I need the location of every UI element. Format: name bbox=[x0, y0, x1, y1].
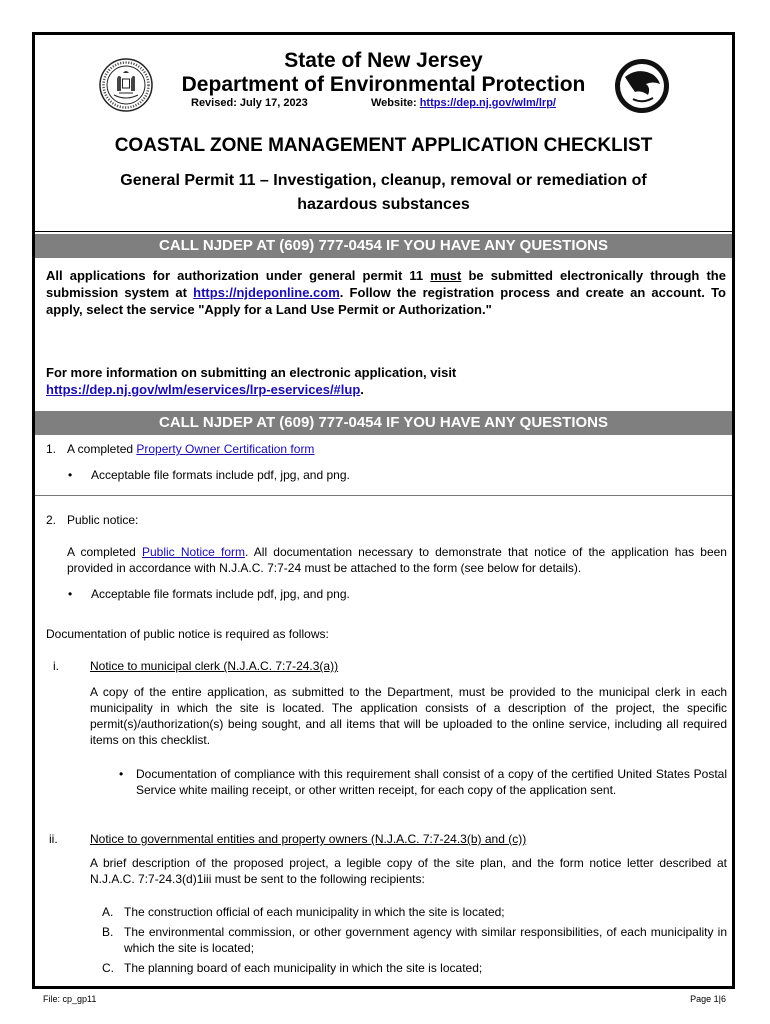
recipient-a-text: The construction official of each municipality in which the site is located; bbox=[124, 905, 505, 919]
item-1-number: 1. bbox=[46, 442, 57, 456]
recipient-c-text: The planning board of each municipality in which the site is located; bbox=[124, 961, 483, 975]
website-line bbox=[371, 97, 556, 109]
website-label: Website: bbox=[371, 97, 420, 109]
notice-i-number: i. bbox=[53, 659, 59, 673]
recipient-b-letter: B. bbox=[102, 925, 114, 939]
item-2-bullet-text: Acceptable file formats include pdf, jpg, and png. bbox=[91, 587, 350, 601]
footer-page-number: Page 1|6 bbox=[690, 994, 726, 1004]
section-divider bbox=[35, 495, 732, 496]
intro-text-3: . Follow the registration process and create an account. To apply, select the service "Apply for a Land Use Permit or Authorization." bbox=[46, 285, 726, 317]
intro-text-1: All applications for authorization under general permit 11 bbox=[46, 268, 431, 283]
item-2-number: 2. bbox=[46, 513, 57, 527]
subtitle-line-2: hazardous substances bbox=[297, 196, 470, 213]
property-owner-certification-link[interactable]: Property Owner Certification form bbox=[136, 442, 315, 456]
info-link-line bbox=[46, 381, 726, 398]
notice-ii-title bbox=[90, 831, 526, 847]
info-end: . bbox=[360, 382, 364, 397]
info-text: For more information on submitting an electronic application, visit bbox=[46, 365, 457, 380]
state-name: State of New Jersey bbox=[284, 49, 483, 72]
njdeponline-link[interactable]: https://njdeponline.com bbox=[193, 285, 340, 300]
item-1-prefix: A completed bbox=[67, 442, 137, 456]
intro-text-2: be submitted electronically through the submission system at bbox=[46, 268, 726, 300]
bullet-icon: • bbox=[68, 468, 73, 482]
checklist-title: COASTAL ZONE MANAGEMENT APPLICATION CHECKLIST bbox=[114, 135, 653, 156]
notice-ii-body: A brief description of the proposed project, a legible copy of the site plan, and the form notice letter described at N.J.A.C. 7:7-24.3(d)1iii must be sent to the following recipients: bbox=[90, 856, 727, 886]
document-header bbox=[35, 35, 732, 145]
item-2-description bbox=[67, 544, 727, 576]
notice-i-title bbox=[90, 658, 338, 674]
item-1-text bbox=[67, 441, 314, 457]
department-name: Department of Environmental Protection bbox=[181, 73, 586, 96]
notice-i-title-text: Notice to municipal clerk (N.J.A.C. 7:7-24.3(a)) bbox=[90, 659, 339, 673]
item-2-rest: . All documentation necessary to demonstrate that notice of the application has been provided in accordance with N.J.A.C. 7:7-24 must be attached to the form (see below for details). bbox=[67, 545, 727, 575]
bullet-icon: • bbox=[68, 587, 73, 601]
call-banner-bottom: CALL NJDEP AT (609) 777-0454 IF YOU HAVE ANY QUESTIONS bbox=[35, 411, 732, 435]
recipient-b-text: The environmental commission, or other government agency with similar responsibilities, of each municipality in which the site is located; bbox=[124, 925, 727, 955]
recipient-c-letter: C. bbox=[102, 961, 114, 975]
intro-must: must bbox=[430, 268, 462, 283]
recipient-a-letter: A. bbox=[102, 905, 114, 919]
eservices-link[interactable]: https://dep.nj.gov/wlm/eservices/lrp-eservices/#lup bbox=[46, 382, 361, 397]
subtitle-line-1: General Permit 11 – Investigation, cleanup, removal or remediation of bbox=[120, 172, 647, 189]
info-paragraph bbox=[46, 364, 726, 398]
intro-paragraph bbox=[46, 267, 726, 318]
website-link[interactable]: https://dep.nj.gov/wlm/lrp/ bbox=[419, 97, 556, 109]
item-2-prefix: A completed bbox=[67, 545, 142, 559]
document-frame bbox=[32, 32, 735, 989]
notice-i-bullet-text: Documentation of compliance with this requirement shall consist of a copy of the certified United States Postal Service white mailing receipt, or other written receipt, for each copy of the application sent. bbox=[136, 767, 727, 797]
documentation-heading: Documentation of public notice is required as follows: bbox=[46, 627, 329, 641]
njdep-logo-icon bbox=[613, 57, 671, 115]
item-1-bullet-text: Acceptable file formats include pdf, jpg, and png. bbox=[91, 468, 350, 482]
header-divider bbox=[35, 231, 732, 232]
bullet-icon: • bbox=[119, 767, 124, 781]
public-notice-form-link[interactable]: Public Notice form bbox=[142, 545, 245, 559]
checklist-subtitle bbox=[35, 169, 732, 217]
notice-ii-number: ii. bbox=[49, 832, 58, 846]
item-2-label: Public notice: bbox=[67, 513, 139, 527]
footer-file-name: File: cp_gp11 bbox=[43, 994, 97, 1004]
call-banner-top: CALL NJDEP AT (609) 777-0454 IF YOU HAVE ANY QUESTIONS bbox=[35, 234, 732, 258]
revised-date: Revised: July 17, 2023 bbox=[191, 97, 308, 109]
notice-ii-title-text: Notice to governmental entities and property owners (N.J.A.C. 7:7-24.3(b) and (c)) bbox=[90, 832, 527, 846]
notice-i-body: A copy of the entire application, as submitted to the Department, must be provided to the municipal clerk in each municipality in which the site is located. The application consists of a description of the project, the specific permit(s)/authorization(s) being sought, and all items that will be uploaded to the online service, including all required items on this checklist. bbox=[90, 685, 727, 747]
